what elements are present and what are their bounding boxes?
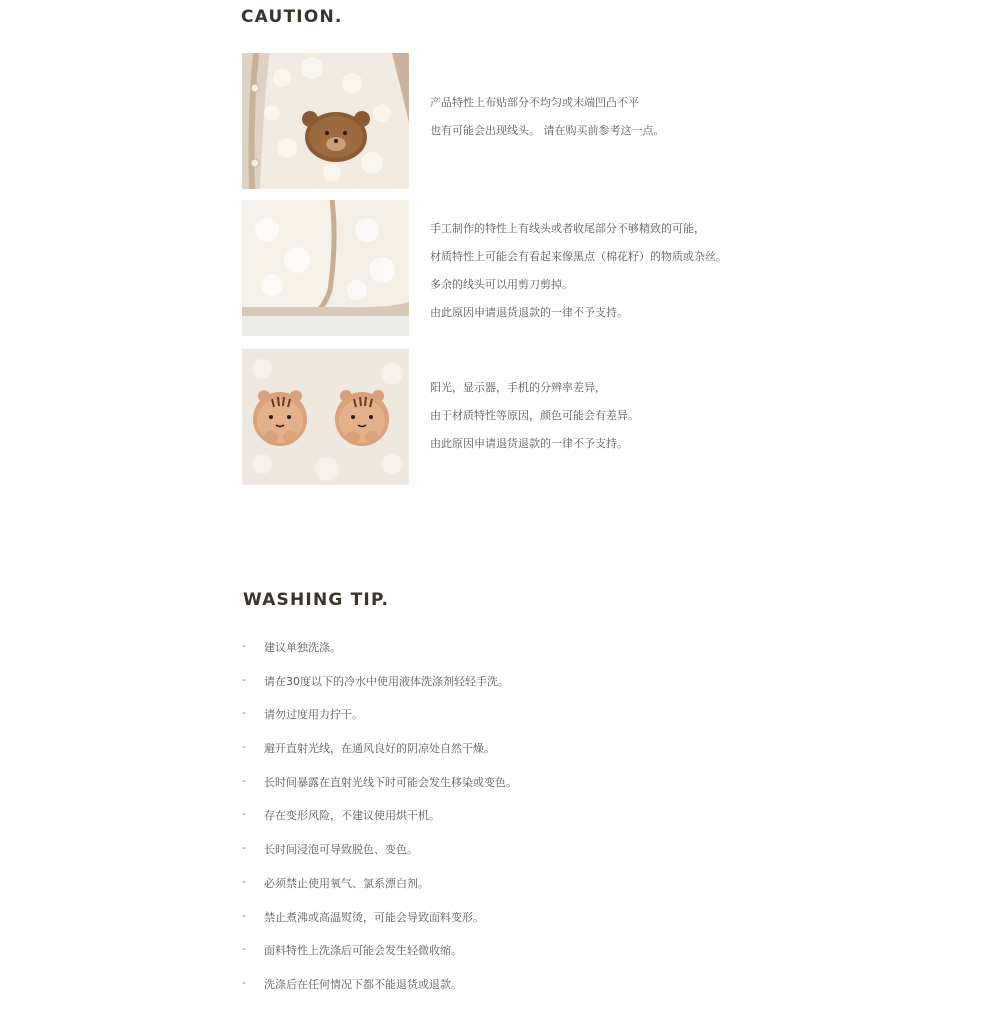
bullet-dash: -: [242, 672, 246, 686]
washing-tip-text: 长时间浸泡可导致脱色、变色。: [264, 843, 418, 857]
caution-line: 由于材质特性等原因，颜色可能会有差异。: [430, 409, 639, 422]
washing-tip-list: [242, 639, 517, 1010]
washing-tip-text: 请勿过度用力拧干。: [264, 708, 363, 722]
caution-line: 材质特性上可能会有看起来像黑点（棉花籽）的物质或杂丝。: [430, 250, 727, 263]
caution-line: 也有可能会出现线头。 请在购买前参考这一点。: [430, 124, 665, 137]
bullet-dash: -: [242, 706, 246, 720]
washing-tip-text: 请在30度以下的冷水中使用液体洗涤剂轻轻手洗。: [264, 674, 509, 688]
washing-tip-text: 面料特性上洗涤后可能会发生轻微收缩。: [264, 944, 462, 958]
bullet-dash: -: [242, 639, 246, 652]
washing-tip-text: 必须禁止使用氧气、氯系漂白剂。: [264, 876, 429, 890]
list-item: [242, 807, 517, 841]
washing-tip-text: 建议单独洗涤。: [264, 641, 341, 654]
caution-line: 阳光，显示器，手机的分辨率差异，: [430, 381, 606, 394]
fleece-vest-collar-closeup-photo: [242, 200, 409, 336]
caution-line: 多余的线头可以用剪刀剪掉。: [430, 278, 573, 291]
list-item: [242, 942, 517, 976]
list-item: [242, 875, 517, 909]
caution-line: 产品特性上布贴部分不均匀或末端凹凸不平: [430, 96, 639, 109]
list-item: [242, 673, 517, 707]
list-item: [242, 740, 517, 774]
list-item: [242, 639, 517, 673]
caution-line: 由此原因申请退货退款的一律不予支持。: [430, 437, 628, 450]
washing-tip-heading: WASHING TIP.: [243, 590, 390, 610]
washing-tip-text: 存在变形风险，不建议使用烘干机。: [264, 809, 440, 823]
bullet-dash: -: [242, 807, 246, 821]
caution-note-1: [430, 96, 665, 152]
washing-tip-text: 禁止煮沸或高温熨烫，可能会导致面料变形。: [264, 910, 484, 924]
caution-note-3: [430, 381, 639, 465]
list-item: [242, 841, 517, 875]
caution-line: 由此原因申请退货退款的一律不予支持。: [430, 306, 628, 319]
washing-tip-text: 避开直射光线，在通风良好的阴凉处自然干燥。: [264, 742, 495, 756]
bullet-dash: -: [242, 841, 246, 855]
tiger-patch-icon: [253, 390, 307, 446]
tiger-patches-photo: [242, 349, 409, 485]
tiger-patch-icon: [335, 390, 389, 446]
list-item: [242, 909, 517, 943]
list-item: [242, 706, 517, 740]
list-item: [242, 774, 517, 808]
caution-note-2: [430, 222, 727, 334]
caution-line: 手工制作的特性上有线头或者收尾部分不够精致的可能，: [430, 222, 705, 235]
fleece-vest-bear-patch-photo: [242, 53, 409, 189]
washing-tip-text: 长时间暴露在直射光线下时可能会发生移染或变色。: [264, 775, 517, 789]
bullet-dash: -: [242, 773, 246, 787]
bullet-dash: -: [242, 740, 246, 754]
washing-tip-text: 洗涤后在任何情况下都不能退货或退款。: [264, 977, 462, 991]
bullet-dash: -: [242, 975, 246, 989]
caution-heading: CAUTION.: [241, 7, 343, 27]
list-item: [242, 976, 517, 1010]
bullet-dash: -: [242, 874, 246, 888]
bullet-dash: -: [242, 908, 246, 922]
bullet-dash: -: [242, 942, 246, 956]
